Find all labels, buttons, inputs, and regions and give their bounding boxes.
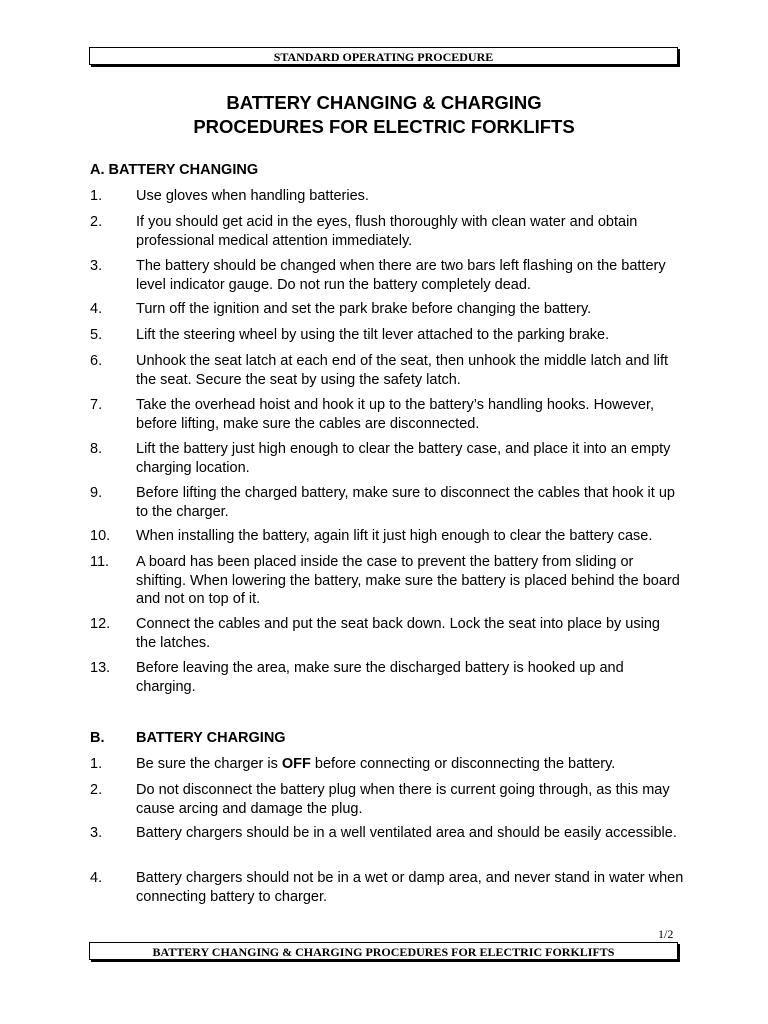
document-title (0, 91, 768, 139)
item-number: 7. (90, 397, 103, 413)
footer-banner: BATTERY CHANGING & CHARGING PROCEDURES FOR ELECTRIC FORKLIFTS (89, 942, 678, 960)
item-text: Take the overhead hoist and hook it up to the battery’s handling hooks. However, before lifting, make sure the cables are disconnected. (136, 397, 655, 432)
item-number: 6. (90, 353, 103, 369)
item-text: Before leaving the area, make sure the discharged battery is hooked up and charging. (136, 660, 624, 695)
item-number: 8. (90, 441, 103, 457)
item-number: 3. (90, 258, 103, 274)
item-text-bold: OFF (281, 756, 311, 772)
item-number: 1. (90, 188, 103, 204)
item-number: 11. (90, 554, 110, 570)
item-text: Turn off the ignition and set the park brake before changing the battery. (136, 301, 592, 317)
item-text: Connect the cables and put the seat back down. Lock the seat into place by using the latches. (136, 616, 660, 651)
item-number: 2. (90, 214, 103, 230)
item-text: Unhook the seat latch at each end of the seat, then unhook the middle latch and lift the seat. Secure the seat by using the safety latch. (136, 353, 669, 388)
item-text: The battery should be changed when there are two bars left flashing on the battery level indicator gauge. Do not run the battery completely dead. (136, 258, 666, 293)
section-a-letter: A. (90, 162, 105, 178)
item-number: 12. (90, 616, 111, 632)
item-number: 9. (90, 485, 103, 501)
item-number: 1. (90, 756, 103, 772)
section-b-letter: B. (90, 730, 105, 746)
item-text: Use gloves when handling batteries. (136, 188, 369, 204)
item-text (136, 755, 684, 774)
item-text: Lift the battery just high enough to clear the battery case, and place it into an empty charging location. (136, 441, 671, 476)
item-text: When installing the battery, again lift it just high enough to clear the battery case. (136, 528, 653, 544)
section-a-heading (90, 161, 258, 179)
section-a-title: BATTERY CHANGING (108, 162, 259, 178)
title-line-1: BATTERY CHANGING & CHARGING (226, 92, 542, 113)
section-b-heading (90, 729, 690, 747)
item-number: 2. (90, 782, 103, 798)
item-text: Before lifting the charged battery, make sure to disconnect the cables that hook it up to the charger. (136, 485, 675, 520)
item-number: 3. (90, 825, 103, 841)
item-text: Battery chargers should be in a well ventilated area and should be easily accessible. (136, 825, 677, 841)
item-text-after: before connecting or disconnecting the battery. (310, 756, 616, 772)
item-number: 13. (90, 660, 111, 676)
item-number: 4. (90, 301, 103, 317)
item-text: Do not disconnect the battery plug when there is current going through, as this may cause arcing and damage the plug. (136, 782, 670, 817)
item-text: Lift the steering wheel by using the tilt lever attached to the parking brake. (136, 327, 610, 343)
item-number: 5. (90, 327, 103, 343)
item-text-before: Be sure the charger is (136, 756, 282, 772)
page-number: 1/2 (658, 927, 674, 941)
item-text: Battery chargers should not be in a wet or damp area, and never stand in water when connecting battery to charger. (136, 870, 684, 905)
header-banner: STANDARD OPERATING PROCEDURE (89, 47, 678, 65)
section-b-title: BATTERY CHARGING (136, 730, 286, 746)
item-text: If you should get acid in the eyes, flush thoroughly with clean water and obtain professional medical attention immediately. (136, 214, 638, 249)
item-number: 4. (90, 870, 103, 886)
title-line-2: PROCEDURES FOR ELECTRIC FORKLIFTS (193, 116, 575, 137)
item-text: A board has been placed inside the case to prevent the battery from sliding or shifting. When lowering the battery, make sure the battery is placed behind the board and not on top of it. (136, 554, 680, 607)
item-number: 10. (90, 528, 111, 544)
